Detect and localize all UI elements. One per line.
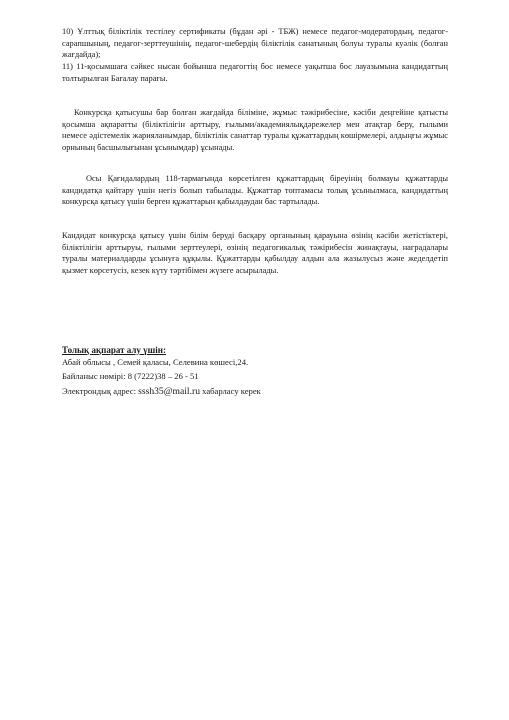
contact-address: Абай облысы , Семей қаласы, Селевина көшесі,24. [62, 357, 249, 367]
paragraph-candidate-materials: Кандидат конкурсқа қатысу үшін білім беруді басқару органының қарауына өзінің кәсіби жетістіктері, біліктілігін арттыруы, ғылыми зерттеулері, өзінің педагогикалық тәжірибесін жинақтауы, наградалары туралы материалдарды ұсынуға құқылы. Құжаттарды қабылдау алдын ала жазылусыз және жеделдетіп қызмет көрсетусіз, кезек күту тәртібімен жүзеге асырылады. [62, 231, 448, 275]
contact-email-address: sssh35@mail.ru [138, 386, 200, 397]
paragraph-additional-info: Конкурсқа қатысушы бар болған жағдайда біліміне, жұмыс тәжірибесіне, кәсіби деңгейіне қатысты қосымша ақпаратты (біліктілігін арттыру, ғылыми/академиялықдәрежелер мен атақтар беру, ғылыми немесе әдістемелік жарияланымдар, біліктілік санаттар туралы құжаттардың көшірмелері, алдыңғы жұмыс орнының басшылығынан ұсынымдар) ұсынады. [62, 108, 448, 152]
contact-email-note: хабарласу керек [200, 386, 261, 396]
contact-email-line [62, 385, 261, 398]
list-item-10: 10) Ұлттық біліктілік тестілеу сертификаты (бұдан әрі - ТБЖ) немесе педагог-модератордың, педагог-сарапшының, педагог-зерттеушінің, педагог-шебердің біліктілік санатының болуы туралы куәлік (болған жағдайда); [62, 27, 448, 60]
list-item-11: 11) 11-қосымшаға сәйкес нысан бойынша педагогтің бос немесе уақытша бос лауазымына кандидаттың толтырылған Бағалау парағы. [62, 62, 448, 83]
contact-phone: Байланыс нөмірі: 8 (7222)38 – 26 - 51 [62, 371, 199, 381]
contact-email-label: Электрондық адрес: [62, 386, 139, 396]
paragraph-missing-documents: Осы Қағидалардың 118-тармағында көрсетілген құжаттардың біреуінің болмауы құжаттарды кандидатқа қайтару үшін негіз болып табылады. Құжаттар топтамасы толық ұсынылмаса, кандидаттың конкурсқа қатысу үшін берген құжаттарын қабылдаудан бас тартылады. [62, 174, 448, 207]
contact-heading: Толық ақпарат алу үшін: [62, 345, 166, 355]
